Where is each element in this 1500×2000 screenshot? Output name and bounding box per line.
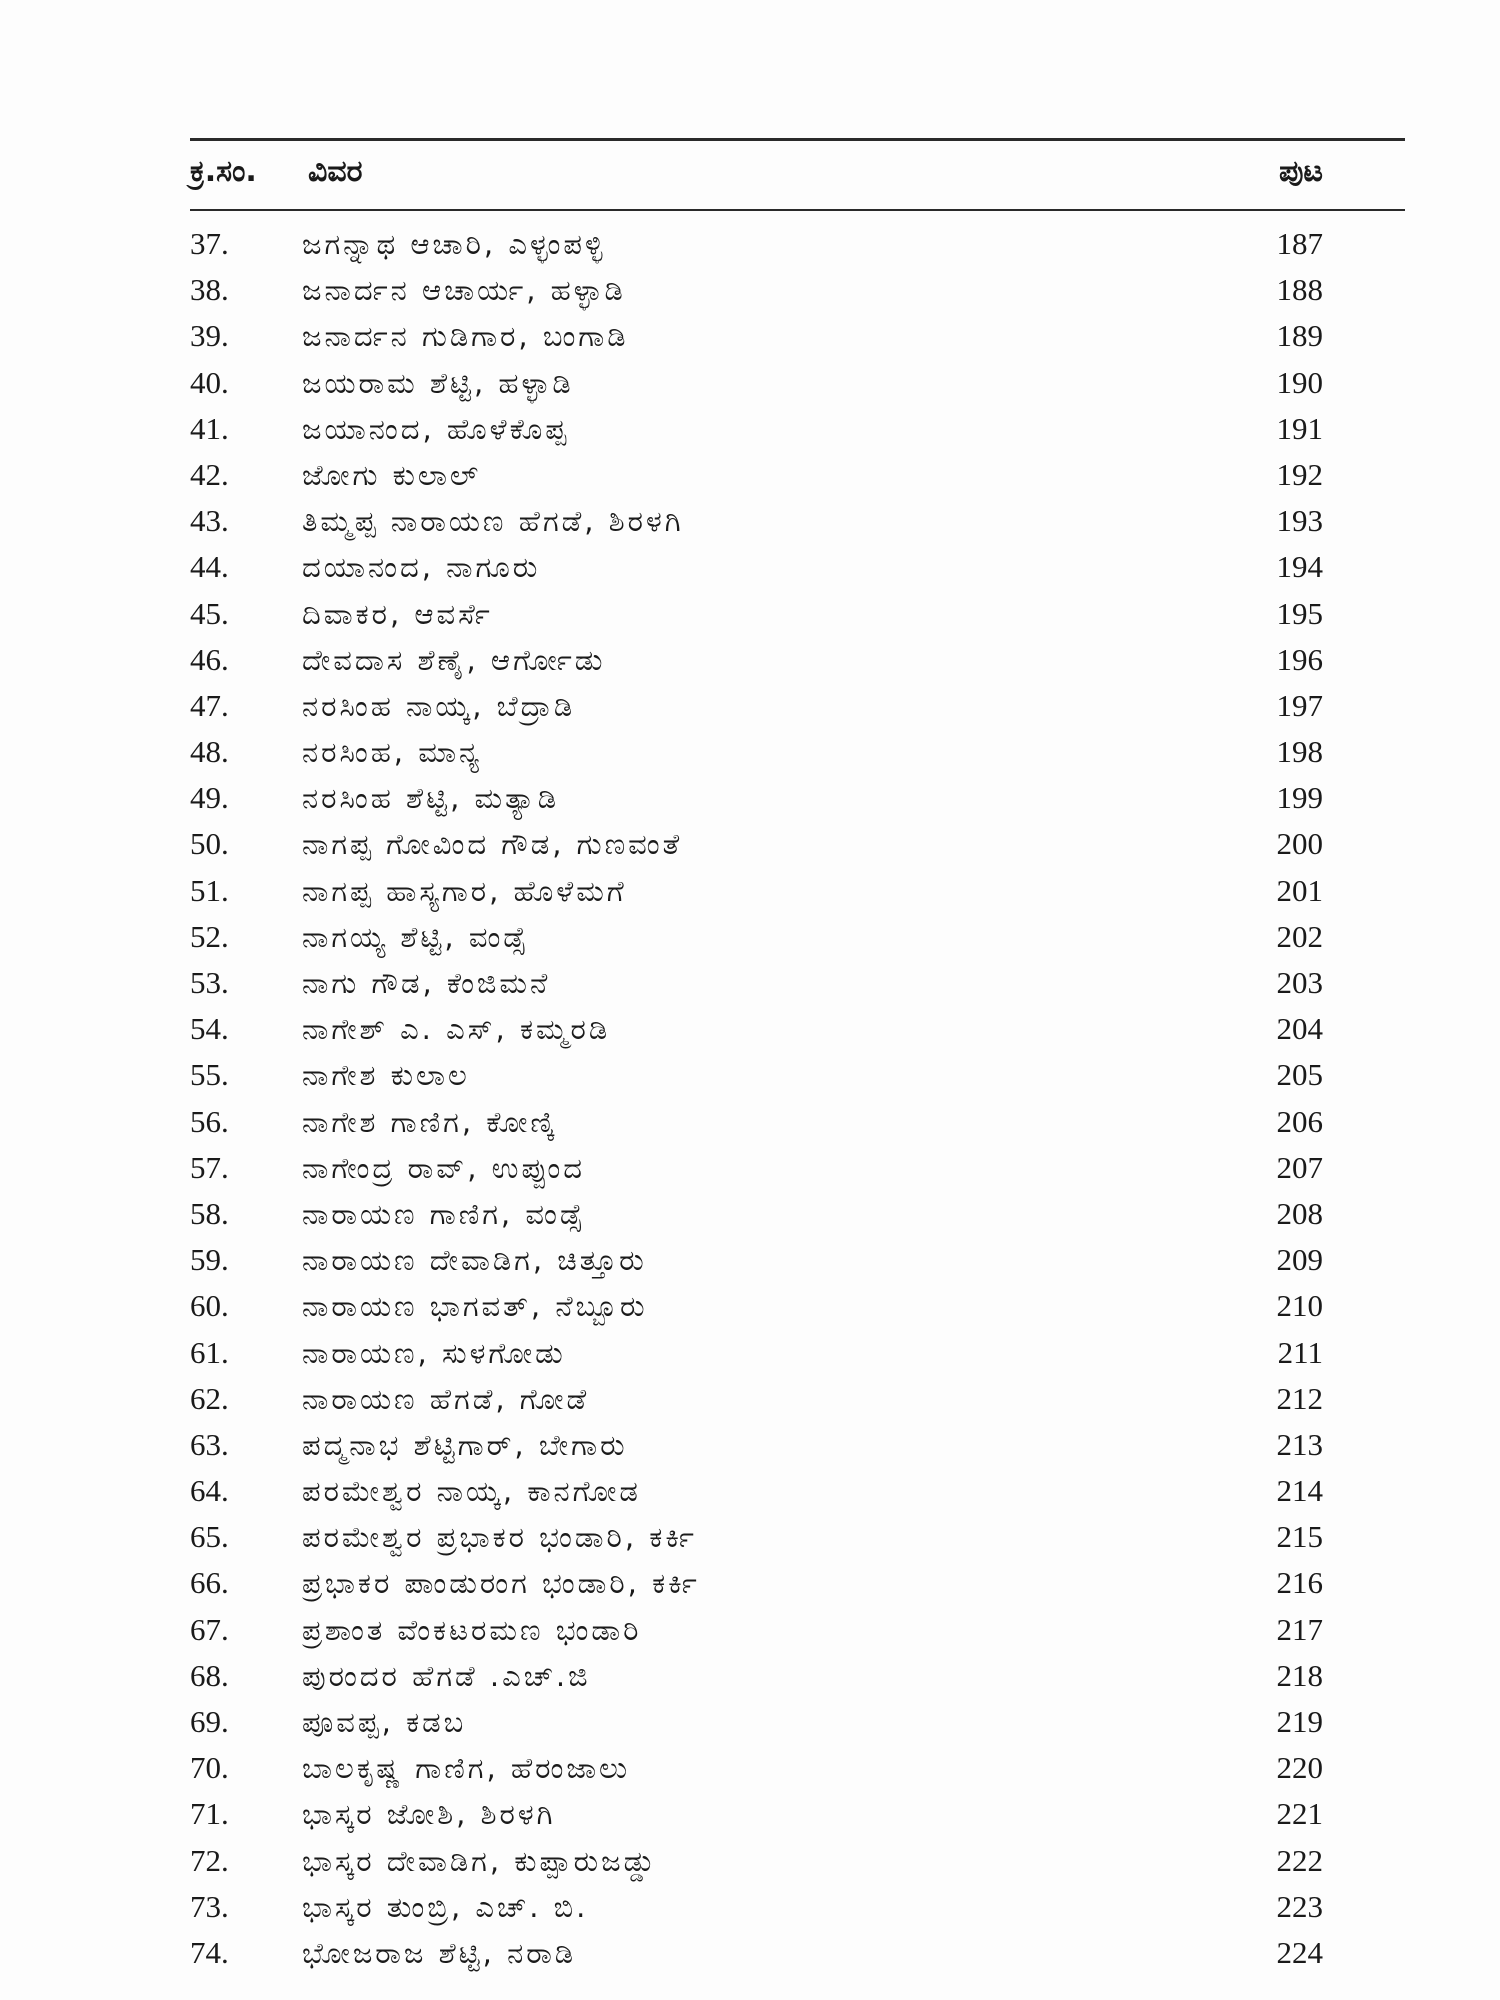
page-number: 219 xyxy=(1276,1704,1323,1739)
serial-number: 51. xyxy=(190,872,229,908)
serial-number: 47. xyxy=(190,687,229,723)
table-row xyxy=(190,821,1405,867)
page-number: 223 xyxy=(1276,1888,1323,1924)
table-row xyxy=(190,360,1405,406)
serial-number: 59. xyxy=(190,1242,229,1278)
page-number: 201 xyxy=(1276,872,1323,908)
page-number: 202 xyxy=(1276,918,1323,954)
page-number: 214 xyxy=(1276,1473,1323,1509)
serial-number: 42. xyxy=(190,456,229,492)
table-row xyxy=(190,591,1405,637)
entry-description: ನಾಗಪ್ಪ ಗೋವಿಂದ ಗೌಡ, ಗುಣವಂತೆ xyxy=(302,827,683,862)
contents-table xyxy=(190,138,1405,1976)
entry-description: ನರಸಿಂಹ ಶೆಟ್ಟಿ, ಮತ್ಯಾಡಿ xyxy=(302,781,559,816)
serial-number-header: ಕ್ರ.ಸಂ. xyxy=(190,154,257,189)
serial-number: 57. xyxy=(190,1149,229,1185)
page-number: 191 xyxy=(1276,410,1323,446)
table-row xyxy=(190,1653,1405,1699)
page-number: 211 xyxy=(1277,1334,1323,1370)
entry-description: ಜಗನ್ನಾಥ ಆಚಾರಿ, ಎಳ್ಳಂಪಳ್ಳಿ xyxy=(302,227,606,261)
serial-number: 63. xyxy=(190,1426,229,1462)
table-row xyxy=(190,914,1405,960)
page-number: 216 xyxy=(1276,1565,1323,1601)
table-row xyxy=(190,1052,1405,1098)
entry-description: ಪರಮೇಶ್ವರ ಪ್ರಭಾಕರ ಭಂಡಾರಿ, ಕರ್ಕಿ xyxy=(302,1520,697,1555)
entry-description: ನಾಗೇಶ ಗಾಣಿಗ, ಕೋಣ್ಕಿ xyxy=(302,1104,557,1139)
table-row xyxy=(190,221,1405,267)
entry-description: ಪ್ರಶಾಂತ ವೆಂಕಟರಮಣ ಭಂಡಾರಿ xyxy=(302,1612,642,1647)
entry-description: ನಾಗಯ್ಯ ಶೆಟ್ಟಿ, ವಂಡ್ಸೆ xyxy=(302,919,529,954)
page-number: 200 xyxy=(1276,826,1323,862)
table-row xyxy=(190,1884,1405,1930)
page-number: 193 xyxy=(1276,503,1323,539)
entry-description: ಪರಮೇಶ್ವರ ನಾಯ್ಕ, ಕಾನಗೋಡ xyxy=(302,1474,641,1509)
page-number: 195 xyxy=(1276,595,1323,631)
table-row xyxy=(190,1468,1405,1514)
serial-number: 68. xyxy=(190,1657,229,1693)
page-number: 204 xyxy=(1276,1011,1323,1047)
table-row xyxy=(190,1422,1405,1468)
table-row xyxy=(190,1791,1405,1837)
serial-number: 73. xyxy=(190,1888,229,1924)
serial-number: 53. xyxy=(190,965,229,1000)
entry-description: ನಾಗಪ್ಪ ಹಾಸ್ಯಗಾರ, ಹೊಳೆಮಗೆ xyxy=(302,873,627,908)
page-number: 196 xyxy=(1276,641,1323,677)
entry-description: ಪದ್ಮನಾಭ ಶೆಟ್ಟಿಗಾರ್, ಬೇಗಾರು xyxy=(302,1427,628,1462)
entry-description: ಪೂವಪ್ಪ, ಕಡಬ xyxy=(302,1705,467,1739)
entry-description: ನಾರಾಯಣ ಹೆಗಡೆ, ಗೋಡೆ xyxy=(302,1381,590,1416)
page-number: 221 xyxy=(1276,1796,1323,1832)
serial-number: 67. xyxy=(190,1611,229,1647)
table-row xyxy=(190,683,1405,729)
page-number-header: ಪುಟ xyxy=(1278,154,1323,189)
table-row xyxy=(190,729,1405,775)
entry-description: ನಾಗೇಂದ್ರ ರಾವ್, ಉಪ್ಪುಂದ xyxy=(302,1150,585,1185)
entry-description: ಪುರಂದರ ಹೆಗಡೆ .ಎಚ್.ಜಿ xyxy=(302,1658,591,1693)
entry-description: ಜನಾರ್ದನ ಗುಡಿಗಾರ, ಬಂಗಾಡಿ xyxy=(302,319,629,354)
table-row xyxy=(190,775,1405,821)
entry-description: ಭಾಸ್ಕರ ತುಂಬ್ರಿ, ಎಚ್. ಬಿ. xyxy=(302,1889,589,1924)
page-number: 208 xyxy=(1276,1195,1323,1231)
entry-description: ನಾರಾಯಣ, ಸುಳಗೋಡು xyxy=(302,1335,566,1370)
entry-description: ತಿಮ್ಮಪ್ಪ ನಾರಾಯಣ ಹೆಗಡೆ, ಶಿರಳಗಿ xyxy=(302,504,684,539)
page-number: 187 xyxy=(1276,226,1323,261)
table-header xyxy=(190,141,1405,209)
entry-description: ಭೋಜರಾಜ ಶೆಟ್ಟಿ, ನರಾಡಿ xyxy=(302,1935,577,1970)
serial-number: 74. xyxy=(190,1934,229,1970)
entry-description: ನಾಗೇಶ ಕುಲಾಲ xyxy=(302,1058,470,1093)
serial-number: 44. xyxy=(190,549,229,585)
page-number: 224 xyxy=(1276,1934,1323,1970)
entry-description: ನಾಗು ಗೌಡ, ಕೆಂಜಿಮನೆ xyxy=(302,966,551,1000)
page-number: 218 xyxy=(1276,1657,1323,1693)
table-row xyxy=(190,1745,1405,1791)
entry-description: ಭಾಸ್ಕರ ದೇವಾಡಿಗ, ಕುಪ್ಪಾರುಜಡ್ಡು xyxy=(302,1843,658,1878)
page-number: 190 xyxy=(1276,364,1323,400)
page-number: 209 xyxy=(1276,1242,1323,1278)
serial-number: 65. xyxy=(190,1519,229,1555)
serial-number: 40. xyxy=(190,364,229,400)
table-row xyxy=(190,868,1405,914)
serial-number: 66. xyxy=(190,1565,229,1601)
page-number: 222 xyxy=(1276,1842,1323,1878)
serial-number: 39. xyxy=(190,318,229,354)
serial-number: 70. xyxy=(190,1750,229,1786)
page-number: 197 xyxy=(1276,687,1323,723)
table-row xyxy=(190,1283,1405,1329)
entry-description: ನರಸಿಂಹ, ಮಾನ್ಯ xyxy=(302,735,483,770)
serial-number: 62. xyxy=(190,1380,229,1416)
entry-description: ದೇವದಾಸ ಶೆಣೈ, ಆರ್ಗೋಡು xyxy=(302,642,606,677)
entry-description: ಭಾಸ್ಕರ ಜೋಶಿ, ಶಿರಳಗಿ xyxy=(302,1797,556,1832)
table-row xyxy=(190,1330,1405,1376)
page-number: 203 xyxy=(1276,965,1323,1000)
entry-description: ಪ್ರಭಾಕರ ಪಾಂಡುರಂಗ ಭಂಡಾರಿ, ಕರ್ಕಿ xyxy=(302,1566,700,1601)
serial-number: 55. xyxy=(190,1057,229,1093)
page-number: 206 xyxy=(1276,1103,1323,1139)
page-number: 220 xyxy=(1276,1750,1323,1786)
entry-description: ಜಯಾನಂದ, ಹೊಳೆಕೊಪ್ಪ xyxy=(302,411,570,446)
page-number: 207 xyxy=(1276,1149,1323,1185)
serial-number: 58. xyxy=(190,1195,229,1231)
table-row xyxy=(190,1607,1405,1653)
table-row xyxy=(190,1099,1405,1145)
table-row xyxy=(190,452,1405,498)
page-number: 188 xyxy=(1276,272,1323,308)
serial-number: 46. xyxy=(190,641,229,677)
serial-number: 64. xyxy=(190,1473,229,1509)
table-row xyxy=(190,1145,1405,1191)
table-rows xyxy=(190,221,1405,1976)
serial-number: 49. xyxy=(190,780,229,816)
page-number: 192 xyxy=(1276,456,1323,492)
table-row xyxy=(190,267,1405,313)
table-row xyxy=(190,637,1405,683)
table-row xyxy=(190,1930,1405,1976)
page-number: 213 xyxy=(1276,1426,1323,1462)
table-row xyxy=(190,1237,1405,1283)
serial-number: 72. xyxy=(190,1842,229,1878)
table-row xyxy=(190,498,1405,544)
serial-number: 38. xyxy=(190,272,229,308)
serial-number: 37. xyxy=(190,226,229,261)
entry-description: ನಾರಾಯಣ ಭಾಗವತ್, ನೆಬ್ಬೂರು xyxy=(302,1289,648,1324)
serial-number: 48. xyxy=(190,734,229,770)
serial-number: 60. xyxy=(190,1288,229,1324)
page-number: 199 xyxy=(1276,780,1323,816)
table-row xyxy=(190,544,1405,590)
serial-number: 54. xyxy=(190,1011,229,1047)
serial-number: 61. xyxy=(190,1334,229,1370)
entry-description: ಬಾಲಕೃಷ್ಣ ಗಾಣಿಗ, ಹೆರಂಜಾಲು xyxy=(302,1751,631,1786)
table-row xyxy=(190,1006,1405,1052)
table-row xyxy=(190,1191,1405,1237)
table-row xyxy=(190,406,1405,452)
page-number: 217 xyxy=(1276,1611,1323,1647)
page-number: 194 xyxy=(1276,549,1323,585)
serial-number: 56. xyxy=(190,1103,229,1139)
table-row xyxy=(190,960,1405,1006)
entry-description: ನರಸಿಂಹ ನಾಯ್ಕ, ಬೆದ್ರಾಡಿ xyxy=(302,688,576,723)
header-bottom-rule xyxy=(190,209,1405,211)
page-number: 215 xyxy=(1276,1519,1323,1555)
serial-number: 50. xyxy=(190,826,229,862)
entry-description: ಜನಾರ್ದನ ಆಚಾರ್ಯ, ಹಳ್ಳಾಡಿ xyxy=(302,273,626,308)
page-number: 189 xyxy=(1276,318,1323,354)
serial-number: 41. xyxy=(190,410,229,446)
page-number: 198 xyxy=(1276,734,1323,770)
entry-description: ದಯಾನಂದ, ನಾಗೂರು xyxy=(302,550,541,585)
serial-number: 71. xyxy=(190,1796,229,1832)
table-row xyxy=(190,1838,1405,1884)
table-row xyxy=(190,1376,1405,1422)
description-header: ವಿವರ xyxy=(308,154,363,189)
page-number: 212 xyxy=(1276,1380,1323,1416)
serial-number: 43. xyxy=(190,503,229,539)
table-row xyxy=(190,1699,1405,1745)
serial-number: 45. xyxy=(190,595,229,631)
entry-description: ಜೋಗು ಕುಲಾಲ್ xyxy=(302,457,482,492)
table-row xyxy=(190,1514,1405,1560)
serial-number: 69. xyxy=(190,1704,229,1739)
entry-description: ನಾರಾಯಣ ಗಾಣಿಗ, ವಂಡ್ಸೆ xyxy=(302,1196,586,1231)
entry-description: ನಾಗೇಶ್ ಎ. ಎಸ್, ಕಮ್ಮರಡಿ xyxy=(302,1012,611,1047)
page-number: 205 xyxy=(1276,1057,1323,1093)
entry-description: ನಾರಾಯಣ ದೇವಾಡಿಗ, ಚಿತ್ತೂರು xyxy=(302,1243,647,1278)
page-number: 210 xyxy=(1276,1288,1323,1324)
serial-number: 52. xyxy=(190,918,229,954)
entry-description: ಜಯರಾಮ ಶೆಟ್ಟಿ, ಹಳ್ಳಾಡಿ xyxy=(302,365,574,400)
table-row xyxy=(190,1560,1405,1606)
table-row xyxy=(190,313,1405,359)
entry-description: ದಿವಾಕರ, ಆವರ್ಸೆ xyxy=(302,596,493,631)
